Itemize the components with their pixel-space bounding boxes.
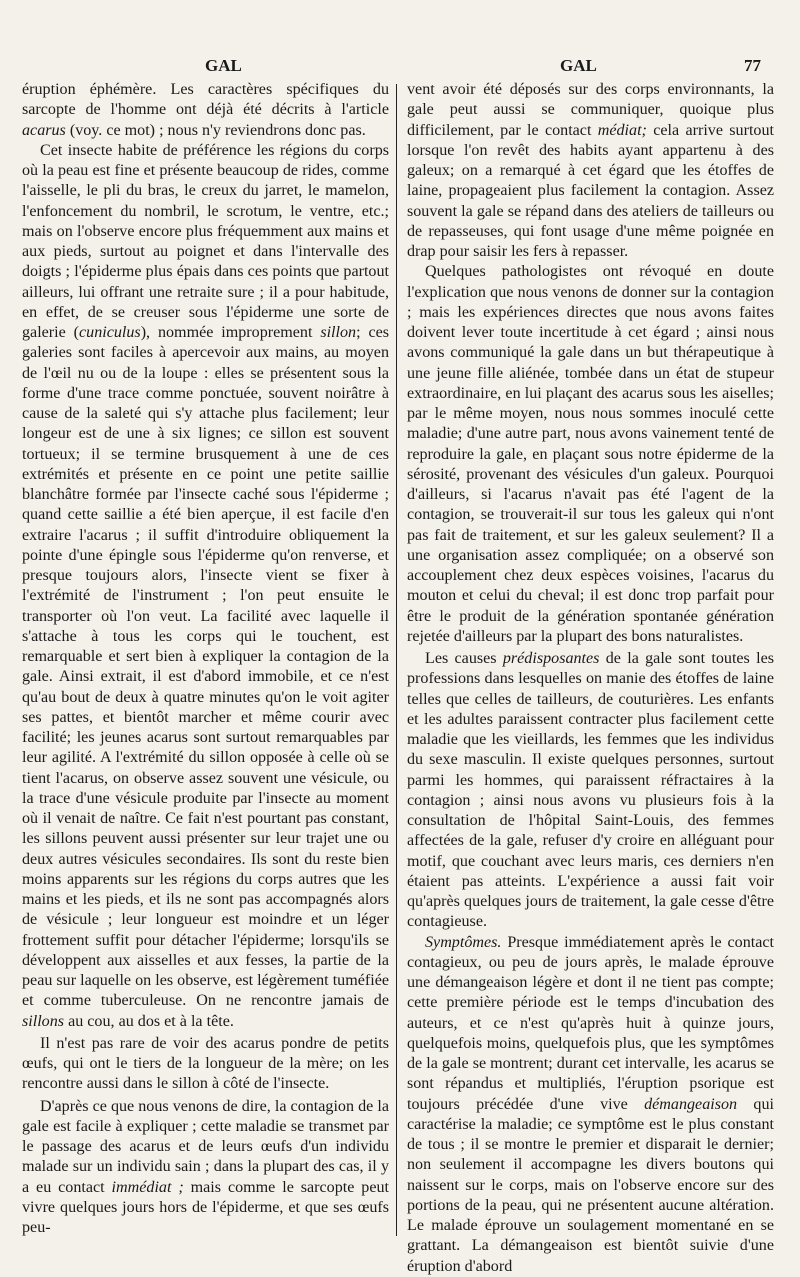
paragraph: Cet insecte habite de préférence les régions du corps où la peau est fine et présente beaucoup de rides, comme l'aisselle, le pli du bras, le creux du jarret, le mamelon, l'enfoncement du nombril, le scrotum, le ventre, etc.; mais on l'observe encore plus fréquemment aux mains et aux pieds, surtout au poignet et dans l'intervalle des doigts ; l'épiderme plus épais dans ces points que partout ailleurs, lui offrant une retraite sure ; il a pour habitude, en effet, de se creuser sous l'épiderme une sorte de galerie (cuniculus), nommée improprement sillon; ces galeries sont faciles à apercevoir aux mains, au moyen de l'œil nu ou de la loupe : elles se présentent sous la forme d'une trace comme ponctuée, souvent noirâtre à cause de la saleté qui s'y attache plus facilement; leur longeur est de une à six lignes; ce sillon est souvent tortueux; il se termine brusquement à une de ces extrémités et présente en ce point une petite saillie blanchâtre formée par l'insecte caché sous l'épiderme ; quand cette saillie a été bien aperçue, il est facile d'en extraire l'acarus ; il suffit d'introduire obliquement la pointe d'une épingle sous l'épiderme qu'on renverse, et presque toujours alors, l'insecte vient se fixer à l'extrémité de l'instrument ; l'on peut ensuite le transporter où l'on veut. La facilité avec laquelle il s'attache à tous les corps qui le touchent, est remarquable et sert bien à expliquer la contagion de la gale. Ainsi extrait, il est d'abord immobile, et ce n'est qu'au bout de deux à quatre minutes qu'on le voit agiter ses pattes, et bientôt marcher et même courir avec facilité; les jeunes acarus sont surtout remarquables par leur agilité. A l'extrémité du sillon opposée à celle où se tient l'acarus, on observe assez souvent une vésicule, ou la trace d'une vésicule produite par l'insecte au moment où il venait de naître. Ce fait n'est pourtant pas constant, les sillons peuvent aussi présenter sur leur trajet une ou deux autres vésicules secondaires. Ils sont du reste bien moins apparents sur les régions du corps autres que les mains et les pieds, et ils ne sont pas accompagnés alors de vésicule ; leur longueur est moindre et un léger frottement suffit pour détacher l'épiderme; lorsqu'ils se développent aux aisselles et aux fesses, la partie de la peau sur laquelle on les observe, est légèrement tuméfiée et comme tuberculeuse. On ne rencontre jamais de sillons au cou, au dos et à la tête. — [22, 141, 389, 1030]
page-number: 77 — [744, 56, 761, 75]
italic-term: cuniculus — [79, 324, 141, 341]
paragraph: éruption éphémère. Les caractères spécifiques du sarcopte de l'homme ont déjà été décrits à l'article acarus (voy. ce mot) ; nous n'y reviendrons donc pas. — [22, 81, 389, 139]
paragraph: D'après ce que nous venons de dire, la contagion de la gale est facile à expliquer ; cette maladie se transmet par le passage des acarus et de leurs œufs d'un individu malade sur un individu sain ; dans la plupart des cas, il y a eu contact immédiat ; mais comme le sarcopte peut vivre quelques jours hors de l'épiderme, et que ses œufs peu- — [22, 1097, 389, 1236]
left-running-title: GAL — [205, 56, 242, 75]
paragraph: Quelques pathologistes ont révoqué en doute l'explication que nous venons de donner sur la contagion ; mais les expériences directes que nous avons faites doivent lever toute incertitude à cet égard ; ainsi nous avons communiqué la gale dans un but thérapeutique à une jeune fille aliénée, tombée dans un état de stupeur extraordinaire, en lui plaçant des acarus sous les aiselles; par le même moyen, nous nous sommes inoculé cette maladie; d'une autre part, nous avons vainement tenté de reproduire la gale, en plaçant sous notre épiderme de la sérosité, provenant des vésicules d'un galeux. Pourquoi d'ailleurs, si l'acarus n'avait pas été l'agent de la contagion, se trouverait-il sur tous les galeux qui n'ont pas fait de traitement, et sur les galeux seulement? Il a une organisation assez compliquée; on a observé son accouplement chez deux espèces voisines, l'acarus du mouton et celui du cheval; il est donc trop parfait pour être le produit de la génération spontanée génération rejetée d'ailleurs par la plupart des bons naturalistes. — [407, 263, 774, 645]
section-heading: Symptômes. — [425, 933, 502, 951]
paragraph: Il n'est pas rare de voir des acarus pondre de petits œufs, qui ont le tiers de la longueur de la mère; on les rencontre aussi dans le sillon à côté de l'insecte. — [22, 1034, 389, 1093]
italic-term: sillons — [22, 1012, 65, 1030]
left-column — [22, 80, 389, 1238]
right-column — [407, 80, 774, 1277]
italic-term: démangeaison — [644, 1095, 738, 1113]
right-running-title: GAL — [560, 56, 597, 75]
italic-term: médiat; — [597, 121, 647, 139]
italic-term: acarus — [22, 121, 66, 139]
italic-term: immédiat ; — [111, 1178, 184, 1196]
italic-term: sillon — [320, 324, 357, 341]
italic-term: prédisposantes — [502, 650, 600, 667]
paragraph: Les causes prédisposantes de la gale sont toutes les professions dans lesquelles on manie des étoffes de laine telles que celles de tailleurs, de couturières. Les enfants et les adultes paraissent contracter plus facilement cette maladie que les vieillards, les femmes que les individus du sexe masculin. Il existe quelques personnes, surtout parmi les hommes, qui paraissent réfractaires à la contagion ; ainsi nous avons vu plusieurs fois à la consultation de l'hôpital Saint-Louis, des femmes affectées de la gale, refuser d'y croire en alléguant pour motif, que couchant avec leurs maris, ces derniers n'en étaient pas atteints. L'expérience a aussi fait voir qu'après quelques jours de traitement, la gale cesse d'être contagieuse. — [407, 650, 774, 931]
paragraph: Symptômes. Presque immédiatement après le contact contagieux, ou peu de jours après, le malade éprouve une démangeaison légère et dont il ne tient pas compte; cette première période est le temps d'incubation des auteurs, et ce n'est qu'après huit à quinze jours, quelquefois moins, quelquefois plus, que les symptômes de la gale se montrent; durant cet intervalle, les acarus se sont répandus et multipliés, l'éruption psorique est toujours précédée d'une vive démangeaison qui caractérise la maladie; ce symptôme est le plus constant de tous ; il se montre le premier et disparait le dernier; non seulement il accompagne les divers boutons qui naissent sur le corps, mais on l'observe encore sur des portions de la peau, qui ne présentent aucune altération. Le malade éprouve un soulagement momentané en se grattant. La démangeaison est bientôt suivie d'une éruption d'abord — [407, 933, 774, 1275]
running-header — [0, 56, 800, 80]
paragraph: vent avoir été déposés sur des corps environnants, la gale peut aussi se communiquer, quoique plus difficilement, par le contact médiat; cela arrive surtout lorsque l'on revêt des habits ayant appartenu à des galeux; on a remarqué à cet égard que les étoffes de laine, propageaient plus facilement la contagion. Assez souvent la gale se répand dans des ateliers de tailleurs ou de repasseuses, qui font usage d'une même poignée en drap pour saisir les fers à repasser. — [407, 81, 774, 260]
column-divider — [396, 84, 397, 1236]
